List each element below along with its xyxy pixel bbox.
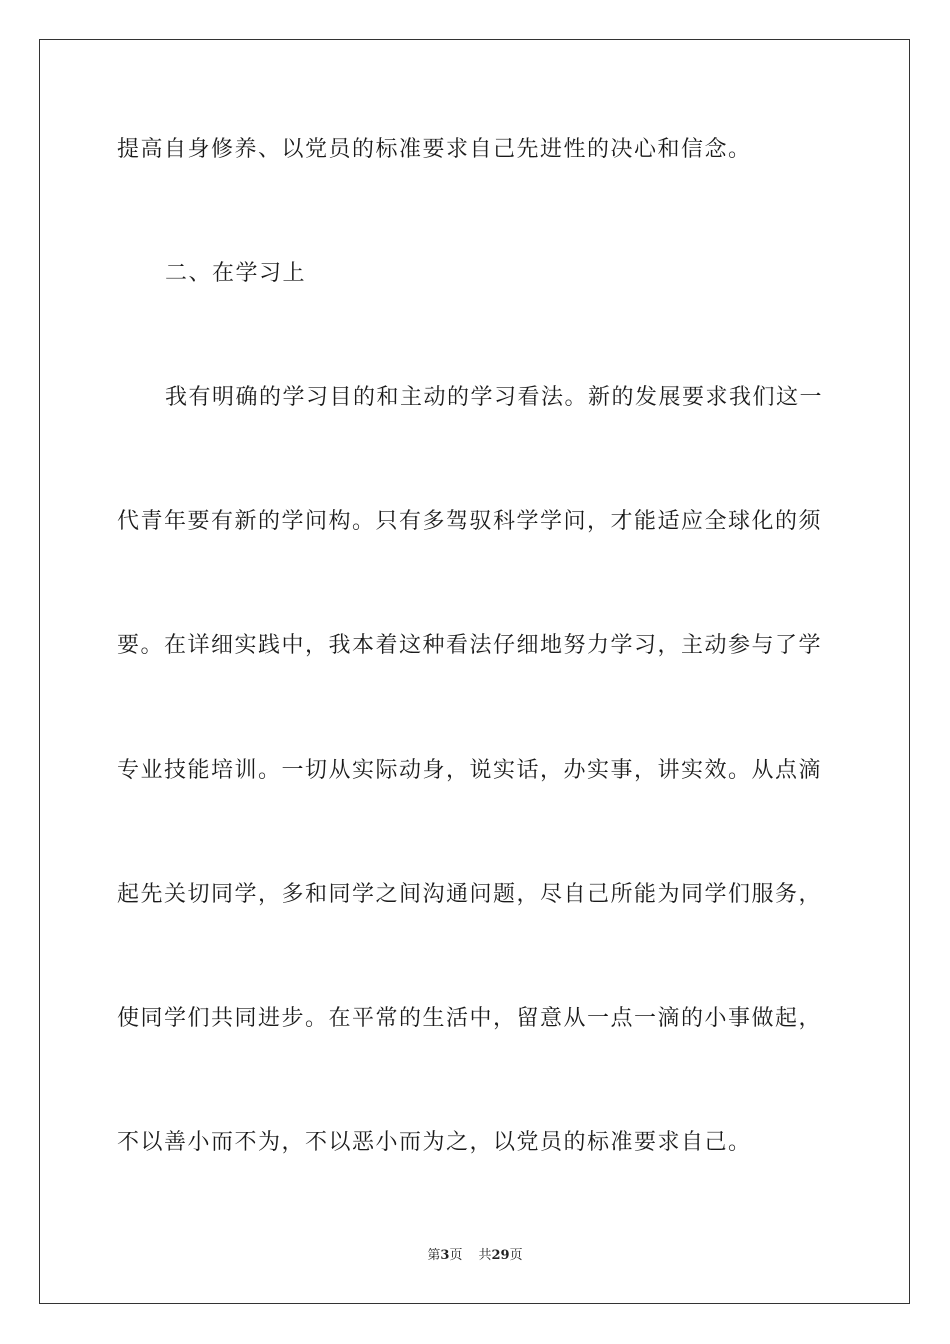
text-line: 专业技能培训。一切从实际动身，说实话，办实事，讲实效。从点滴 xyxy=(117,758,823,783)
text-line: 我有明确的学习目的和主动的学习看法。新的发展要求我们这一 xyxy=(165,385,824,410)
text-line: 要。在详细实践中，我本着这种看法仔细地努力学习，主动参与了学 xyxy=(117,633,823,658)
text-line: 使同学们共同进步。在平常的生活中，留意从一点一滴的小事做起， xyxy=(117,1006,823,1031)
text-line: 提高自身修养、以党员的标准要求自己先进性的决心和信念。 xyxy=(117,137,752,162)
total-suffix: 页 xyxy=(509,1248,523,1263)
total-pages: 29 xyxy=(491,1248,510,1263)
page-suffix: 页 xyxy=(449,1248,463,1263)
page-border xyxy=(39,39,910,1304)
page-number: 3 xyxy=(440,1248,450,1263)
text-line: 不以善小而不为，不以恶小而为之，以党员的标准要求自己。 xyxy=(117,1130,752,1155)
page-footer xyxy=(0,1247,950,1265)
section-heading: 二、在学习上 xyxy=(165,261,307,286)
total-prefix: 共 xyxy=(478,1248,492,1263)
page-prefix: 第 xyxy=(427,1248,441,1263)
text-line: 起先关切同学，多和同学之间沟通问题，尽自己所能为同学们服务， xyxy=(117,882,823,907)
text-line: 代青年要有新的学问构。只有多驾驭科学学问，才能适应全球化的须 xyxy=(117,509,823,534)
